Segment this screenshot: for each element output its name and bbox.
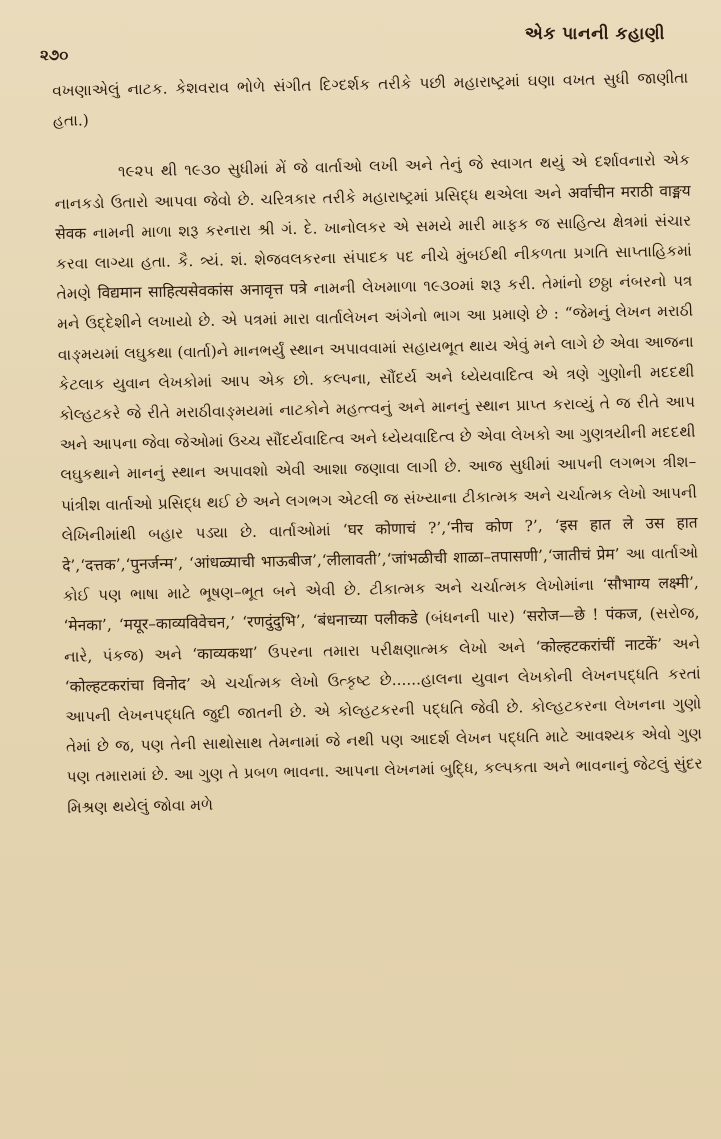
paragraph-continuation: વખણાએલું નાટક. કેશવરાવ ભોળે સંગીત દિગ્દર્શક તરીકે પછી મહારાષ્ટ્રમાં ઘણા વખત સુધી જાણીતા હતા.) [52, 68, 689, 131]
running-title: એક પાનની કહાણી [524, 24, 665, 44]
paragraph-main: ૧૯૨૫ થી ૧૯૩૦ સુધીમાં મેં જે વાર્તાઓ લખી અને તેનું જે સ્વાગત થયું એ દર્શાવનારો એક નાનકડો ઉતારો આપવા જેવો છે. ચરિત્રકાર તરીકે મહારાષ્ટ્રમાં પ્રસિદ્ધ થએલા અને अर्वाचीन मराठी वाङ्मय सेवक નામની માળા શરૂ કરનારા શ્રી ગં. દે. ખાનોલકર એ સમયે મારી માફક જ સાહિત્ય ક્ષેત્રમાં સંચાર કરવા લાગ્યા હતા. કૈ. ત્ર્યં. શં. શેજવલકરના સંપાદક પદ નીચે મુંબઈથી નીકળતા પ્રગતિ સાપ્તાહિકમાં તેમણે विद्यमान साहित्यसेवकांस अनावृत्त पत्रे નામની લેખમાળા ૧૯૩૦માં શરૂ કરી. તેમાંનો છઠ્ઠા નંબરનો પત્ર મને ઉદ્દેશીને લખાયો છે. એ પત્રમાં મારા વાર્તાલેખન અંગેનો ભાગ આ પ્રમાણે છે : “જેમનું લેખન મરાઠી વાઙ્મયમાં લઘુકથા (વાર્તા)ને માનભર્યું સ્થાન અપાવવામાં સહાયભૂત થાય એવું મને લાગે છે એવા આજના કેટલાક યુવાન લેખકોમાં આપ એક છો. કલ્પના, સૌંદર્ય અને ધ્યેયવાદિત્વ એ ત્રણે ગુણોની મદદથી કોલ્હટકરે જે રીતે મરાઠીવાઙ્મયમાં નાટકોને મહત્ત્વનું અને માનનું સ્થાન પ્રાપ્ત કરાવ્યું તે જ રીતે આપ અને આપના જેવા જેઓમાં ઉચ્ચ સૌંદર્યવાદિત્વ અને ધ્યેયવાદિત્વ છે એવા લેખકો આ ગુણત્રયીની મદદથી લઘુકથાને માનનું સ્થાન અપાવશો એવી આશા જણાવા લાગી છે. આજ સુધીમાં આપની લગભગ ત્રીશ–પાંત્રીશ વાર્તાઓ પ્રસિદ્ધ થઈ છે અને લગભગ એટલી જ સંખ્યાના ટીકાત્મક અને ચર્ચાત્મક લેખો આપની લેખિનીમાંથી બહાર પડ્યા છે. વાર્તાઓમાં ‘घर कोणाचं ?’,‘नीच कोण ?’, ‘इस हात ले उस हात दे’,‘दत्तक’,‘पुनर्जन्म’, ‘आंधळ्याची भाऊबीज’,‘लीलावती’,‘जांभळीची शाळा–तपासणी’,‘जातीचं प्रेम’ આ વાર્તાઓ કોઈ પણ ભાષા માટે ભૂષણ–ભૂત બને એવી છે. ટીકાત્મક અને ચર્ચાત્મક લેખોમાંના ‘सौभाग्य लक्ष्मी’, ‘मेनका’, ‘मयूर–काव्यविवेचन,’ ‘रणदुंदुभि’, ‘बंधनाच्या पलीकडे (બંધનની પાર) ‘सरोज—छे ! पंकज, (સરોજ, નારે, પંકજ) અને ‘काव्यकथा’ ઉપરના તમારા પરીક્ષણાત્મક લેખો અને ‘कोल्हटकरांचीं नाटकें’ અને ‘कोल्हटकरांचा विनोद’ એ ચર્ચાત્મક લેખો ઉત્કૃષ્ટ છે......હાલના યુવાન લેખકોની લેખનપદ્ધતિ કરતાં આપની લેખનપદ્ધતિ જુદી જાતની છે. એ કોલ્હટકરની પદ્ધતિ જેવી છે. કોલ્હટકરના લેખનના ગુણો તેમાં છે જ, પણ તેની સાથોસાથ તેમનામાં જે નથી પણ આદર્શ લેખન પદ્ધતિ માટે આવશ્યક એવો ગુણ પણ તમારામાં છે. આ ગુણ તે પ્રબળ ભાવના. આપના લેખનમાં બુદ્ધિ, કલ્પકતા અને ભાવનાનું જેટલું સુંદર મિશ્રણ થયેલું જોવા મળે [54, 151, 703, 817]
page-body [52, 63, 704, 823]
page-number: ૨૭૦ [40, 46, 69, 64]
